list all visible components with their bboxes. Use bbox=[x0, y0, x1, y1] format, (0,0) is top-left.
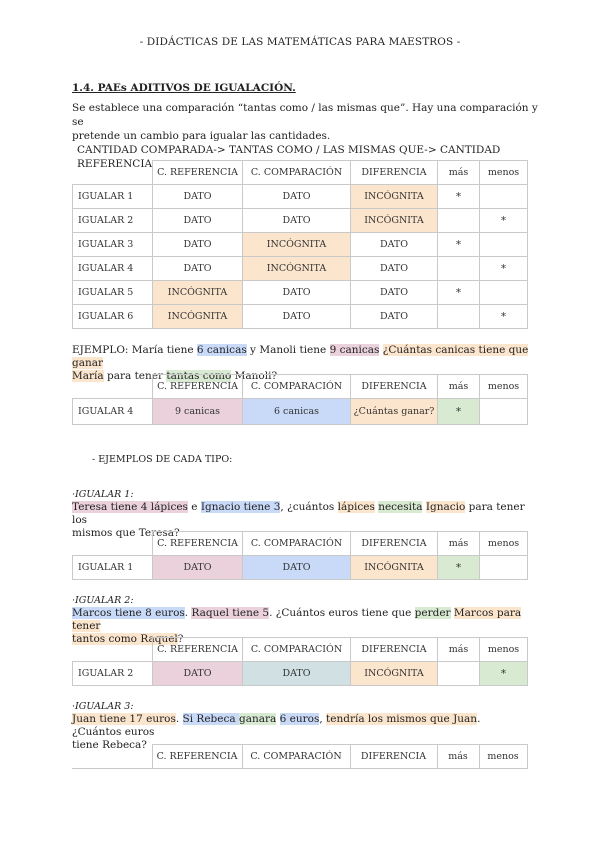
igualar-2-table bbox=[72, 637, 528, 686]
cell-mas: * bbox=[438, 185, 480, 209]
header-c-referencia: C. REFERENCIA bbox=[153, 638, 243, 662]
cell-referencia: INCÓGNITA bbox=[153, 305, 243, 329]
cell-comparacion: 6 canicas bbox=[243, 399, 351, 425]
header-c-comparacion: C. COMPARACIÓN bbox=[242, 745, 350, 769]
row-label: IGUALAR 4 bbox=[73, 257, 153, 281]
cell-mas bbox=[438, 305, 480, 329]
highlight-comparacion: Ignacio tiene 3 bbox=[200, 501, 281, 513]
header-diferencia: DIFERENCIA bbox=[351, 161, 438, 185]
examples-section-title: - EJEMPLOS DE CADA TIPO: bbox=[92, 454, 233, 465]
highlight-comparacion: 6 euros bbox=[279, 713, 320, 725]
table-header-row bbox=[73, 161, 528, 185]
header-c-referencia: C. REFERENCIA bbox=[152, 745, 242, 769]
header-diferencia: DIFERENCIA bbox=[350, 745, 437, 769]
highlight-question: tantos como Raquel bbox=[72, 633, 178, 645]
header-mas: más bbox=[438, 161, 480, 185]
header-menos: menos bbox=[479, 745, 527, 769]
row-label: IGUALAR 6 bbox=[73, 305, 153, 329]
example-highlight-comparacion: 6 canicas bbox=[196, 344, 247, 356]
igualar-1-table bbox=[72, 531, 528, 580]
intro-line-2: pretende un cambio para igualar las cantidades. bbox=[72, 130, 331, 142]
cell-diferencia: ¿Cuántas ganar? bbox=[351, 399, 438, 425]
example-text: tiene Rebeca? bbox=[72, 739, 147, 751]
table-header-row bbox=[73, 638, 528, 662]
cell-menos bbox=[480, 185, 528, 209]
example-highlight-referencia: 9 canicas bbox=[329, 344, 380, 356]
page-header: - DIDÁCTICAS DE LAS MATEMÁTICAS PARA MAESTROS - bbox=[139, 36, 461, 48]
example-text: e bbox=[187, 501, 201, 513]
example-highlight-subject: María bbox=[72, 370, 104, 382]
cell-menos bbox=[480, 233, 528, 257]
cell-menos bbox=[480, 556, 528, 580]
header-c-referencia: C. REFERENCIA bbox=[153, 532, 243, 556]
header-mas: más bbox=[437, 745, 479, 769]
cell-comparacion: DATO bbox=[243, 281, 351, 305]
cell-diferencia: INCÓGNITA bbox=[351, 662, 438, 686]
cell-referencia: DATO bbox=[153, 209, 243, 233]
cell-mas bbox=[438, 662, 480, 686]
cell-menos: * bbox=[480, 209, 528, 233]
header-c-comparacion: C. COMPARACIÓN bbox=[243, 638, 351, 662]
header-mas: más bbox=[438, 638, 480, 662]
igualar-3-table bbox=[72, 744, 528, 769]
cell-comparacion: DATO bbox=[243, 662, 351, 686]
example-text: , ¿cuántos bbox=[280, 501, 338, 513]
cell-menos bbox=[480, 281, 528, 305]
table-row bbox=[73, 209, 528, 233]
cell-menos: * bbox=[480, 257, 528, 281]
row-label: IGUALAR 1 bbox=[73, 556, 153, 580]
highlight-comparacion: Marcos tiene 8 euros bbox=[72, 607, 185, 619]
example-highlight-tantas-como: tantas como bbox=[166, 370, 232, 382]
row-label: IGUALAR 1 bbox=[73, 185, 153, 209]
table-row bbox=[73, 257, 528, 281]
example-text: Manoli? bbox=[231, 370, 278, 382]
example-text: y Manoli tiene bbox=[246, 344, 330, 356]
table-row bbox=[73, 556, 528, 580]
table-header-row bbox=[73, 532, 528, 556]
igualacion-table bbox=[72, 160, 528, 329]
example-text: . bbox=[175, 713, 183, 725]
header-c-comparacion: C. COMPARACIÓN bbox=[243, 532, 351, 556]
intro-line-3: CANTIDAD COMPARADA-> TANTAS COMO / LAS MISMAS QUE-> CANTIDAD REFERENCIA bbox=[77, 144, 501, 170]
table-row bbox=[73, 281, 528, 305]
cell-diferencia: DATO bbox=[351, 233, 438, 257]
cell-comparacion: INCÓGNITA bbox=[243, 257, 351, 281]
cell-referencia: INCÓGNITA bbox=[153, 281, 243, 305]
example-text: EJEMPLO: María tiene bbox=[72, 344, 197, 356]
highlight-action: ganara bbox=[238, 713, 277, 725]
table-row bbox=[73, 399, 528, 425]
cell-menos: * bbox=[480, 662, 528, 686]
header-empty-cell bbox=[73, 638, 153, 662]
table-header-row bbox=[73, 375, 528, 399]
cell-menos bbox=[480, 399, 528, 425]
intro-line-1: Se establece una comparación “tantas como / las mismas que”. Hay una comparación y se bbox=[72, 102, 538, 128]
cell-comparacion: DATO bbox=[243, 185, 351, 209]
cell-mas bbox=[438, 209, 480, 233]
header-empty-cell bbox=[73, 161, 153, 185]
example-table bbox=[72, 374, 528, 425]
header-empty-cell bbox=[73, 532, 153, 556]
cell-mas: * bbox=[438, 556, 480, 580]
cell-menos: * bbox=[480, 305, 528, 329]
header-mas: más bbox=[438, 532, 480, 556]
cell-referencia: DATO bbox=[153, 233, 243, 257]
igualar-2-label: ·IGUALAR 2: bbox=[72, 595, 134, 606]
table-header-row bbox=[72, 745, 527, 769]
cell-mas bbox=[438, 257, 480, 281]
header-empty-cell bbox=[72, 745, 152, 769]
cell-referencia: DATO bbox=[153, 662, 243, 686]
cell-comparacion: INCÓGNITA bbox=[243, 233, 351, 257]
header-menos: menos bbox=[480, 532, 528, 556]
row-label: IGUALAR 4 bbox=[73, 399, 153, 425]
example-text: . ¿Cuántos euros bbox=[72, 713, 481, 738]
table-row bbox=[73, 305, 528, 329]
row-label: IGUALAR 2 bbox=[73, 662, 153, 686]
cell-comparacion: DATO bbox=[243, 556, 351, 580]
row-label: IGUALAR 3 bbox=[73, 233, 153, 257]
cell-diferencia: INCÓGNITA bbox=[351, 185, 438, 209]
highlight-question: tendría los mismos que Juan bbox=[326, 713, 478, 725]
header-menos: menos bbox=[480, 375, 528, 399]
cell-referencia: DATO bbox=[153, 556, 243, 580]
header-menos: menos bbox=[480, 638, 528, 662]
example-text: para tener los bbox=[72, 501, 525, 526]
table-row bbox=[73, 662, 528, 686]
cell-referencia: 9 canicas bbox=[153, 399, 243, 425]
cell-diferencia: INCÓGNITA bbox=[351, 209, 438, 233]
igualar-3-label: ·IGUALAR 3: bbox=[72, 701, 134, 712]
header-diferencia: DIFERENCIA bbox=[351, 375, 438, 399]
example-highlight-question: ¿Cuántas canicas tiene que ganar bbox=[72, 344, 529, 369]
header-c-comparacion: C. COMPARACIÓN bbox=[243, 161, 351, 185]
example-text: . ¿Cuántos euros tiene que bbox=[269, 607, 415, 619]
header-menos: menos bbox=[480, 161, 528, 185]
cell-comparacion: DATO bbox=[243, 209, 351, 233]
example-text: . bbox=[184, 607, 192, 619]
highlight-action: necesita bbox=[378, 501, 423, 513]
cell-diferencia: DATO bbox=[351, 257, 438, 281]
cell-mas: * bbox=[438, 281, 480, 305]
cell-mas: * bbox=[438, 233, 480, 257]
header-diferencia: DIFERENCIA bbox=[351, 532, 438, 556]
example-text: , bbox=[319, 713, 327, 725]
table-row bbox=[73, 233, 528, 257]
highlight-referencia: Teresa tiene 4 lápices bbox=[72, 501, 188, 513]
table-row bbox=[73, 185, 528, 209]
header-c-referencia: C. REFERENCIA bbox=[153, 375, 243, 399]
highlight-referencia: Juan tiene 17 euros bbox=[72, 713, 176, 725]
row-label: IGUALAR 5 bbox=[73, 281, 153, 305]
highlight-question: Ignacio bbox=[425, 501, 466, 513]
cell-comparacion: DATO bbox=[243, 305, 351, 329]
header-empty-cell bbox=[73, 375, 153, 399]
igualar-1-label: ·IGUALAR 1: bbox=[72, 489, 134, 500]
example-text: mismos que Teresa? bbox=[72, 527, 180, 539]
cell-referencia: DATO bbox=[153, 257, 243, 281]
row-label: IGUALAR 2 bbox=[73, 209, 153, 233]
highlight-comparacion: Si Rebeca bbox=[182, 713, 239, 725]
highlight-action: perder bbox=[414, 607, 451, 619]
cell-diferencia: DATO bbox=[351, 281, 438, 305]
cell-diferencia: INCÓGNITA bbox=[351, 556, 438, 580]
cell-diferencia: DATO bbox=[351, 305, 438, 329]
header-c-referencia: C. REFERENCIA bbox=[153, 161, 243, 185]
highlight-question: lápices bbox=[337, 501, 375, 513]
highlight-referencia: Raquel tiene 5 bbox=[191, 607, 270, 619]
header-mas: más bbox=[438, 375, 480, 399]
highlight-question: Marcos para tener bbox=[72, 607, 522, 632]
example-text: para tener bbox=[103, 370, 167, 382]
header-diferencia: DIFERENCIA bbox=[351, 638, 438, 662]
example-text: ? bbox=[177, 633, 184, 645]
cell-referencia: DATO bbox=[153, 185, 243, 209]
cell-mas: * bbox=[438, 399, 480, 425]
header-c-comparacion: C. COMPARACIÓN bbox=[243, 375, 351, 399]
section-title: 1.4. PAEs ADITIVOS DE IGUALACIÓN. bbox=[72, 82, 296, 94]
